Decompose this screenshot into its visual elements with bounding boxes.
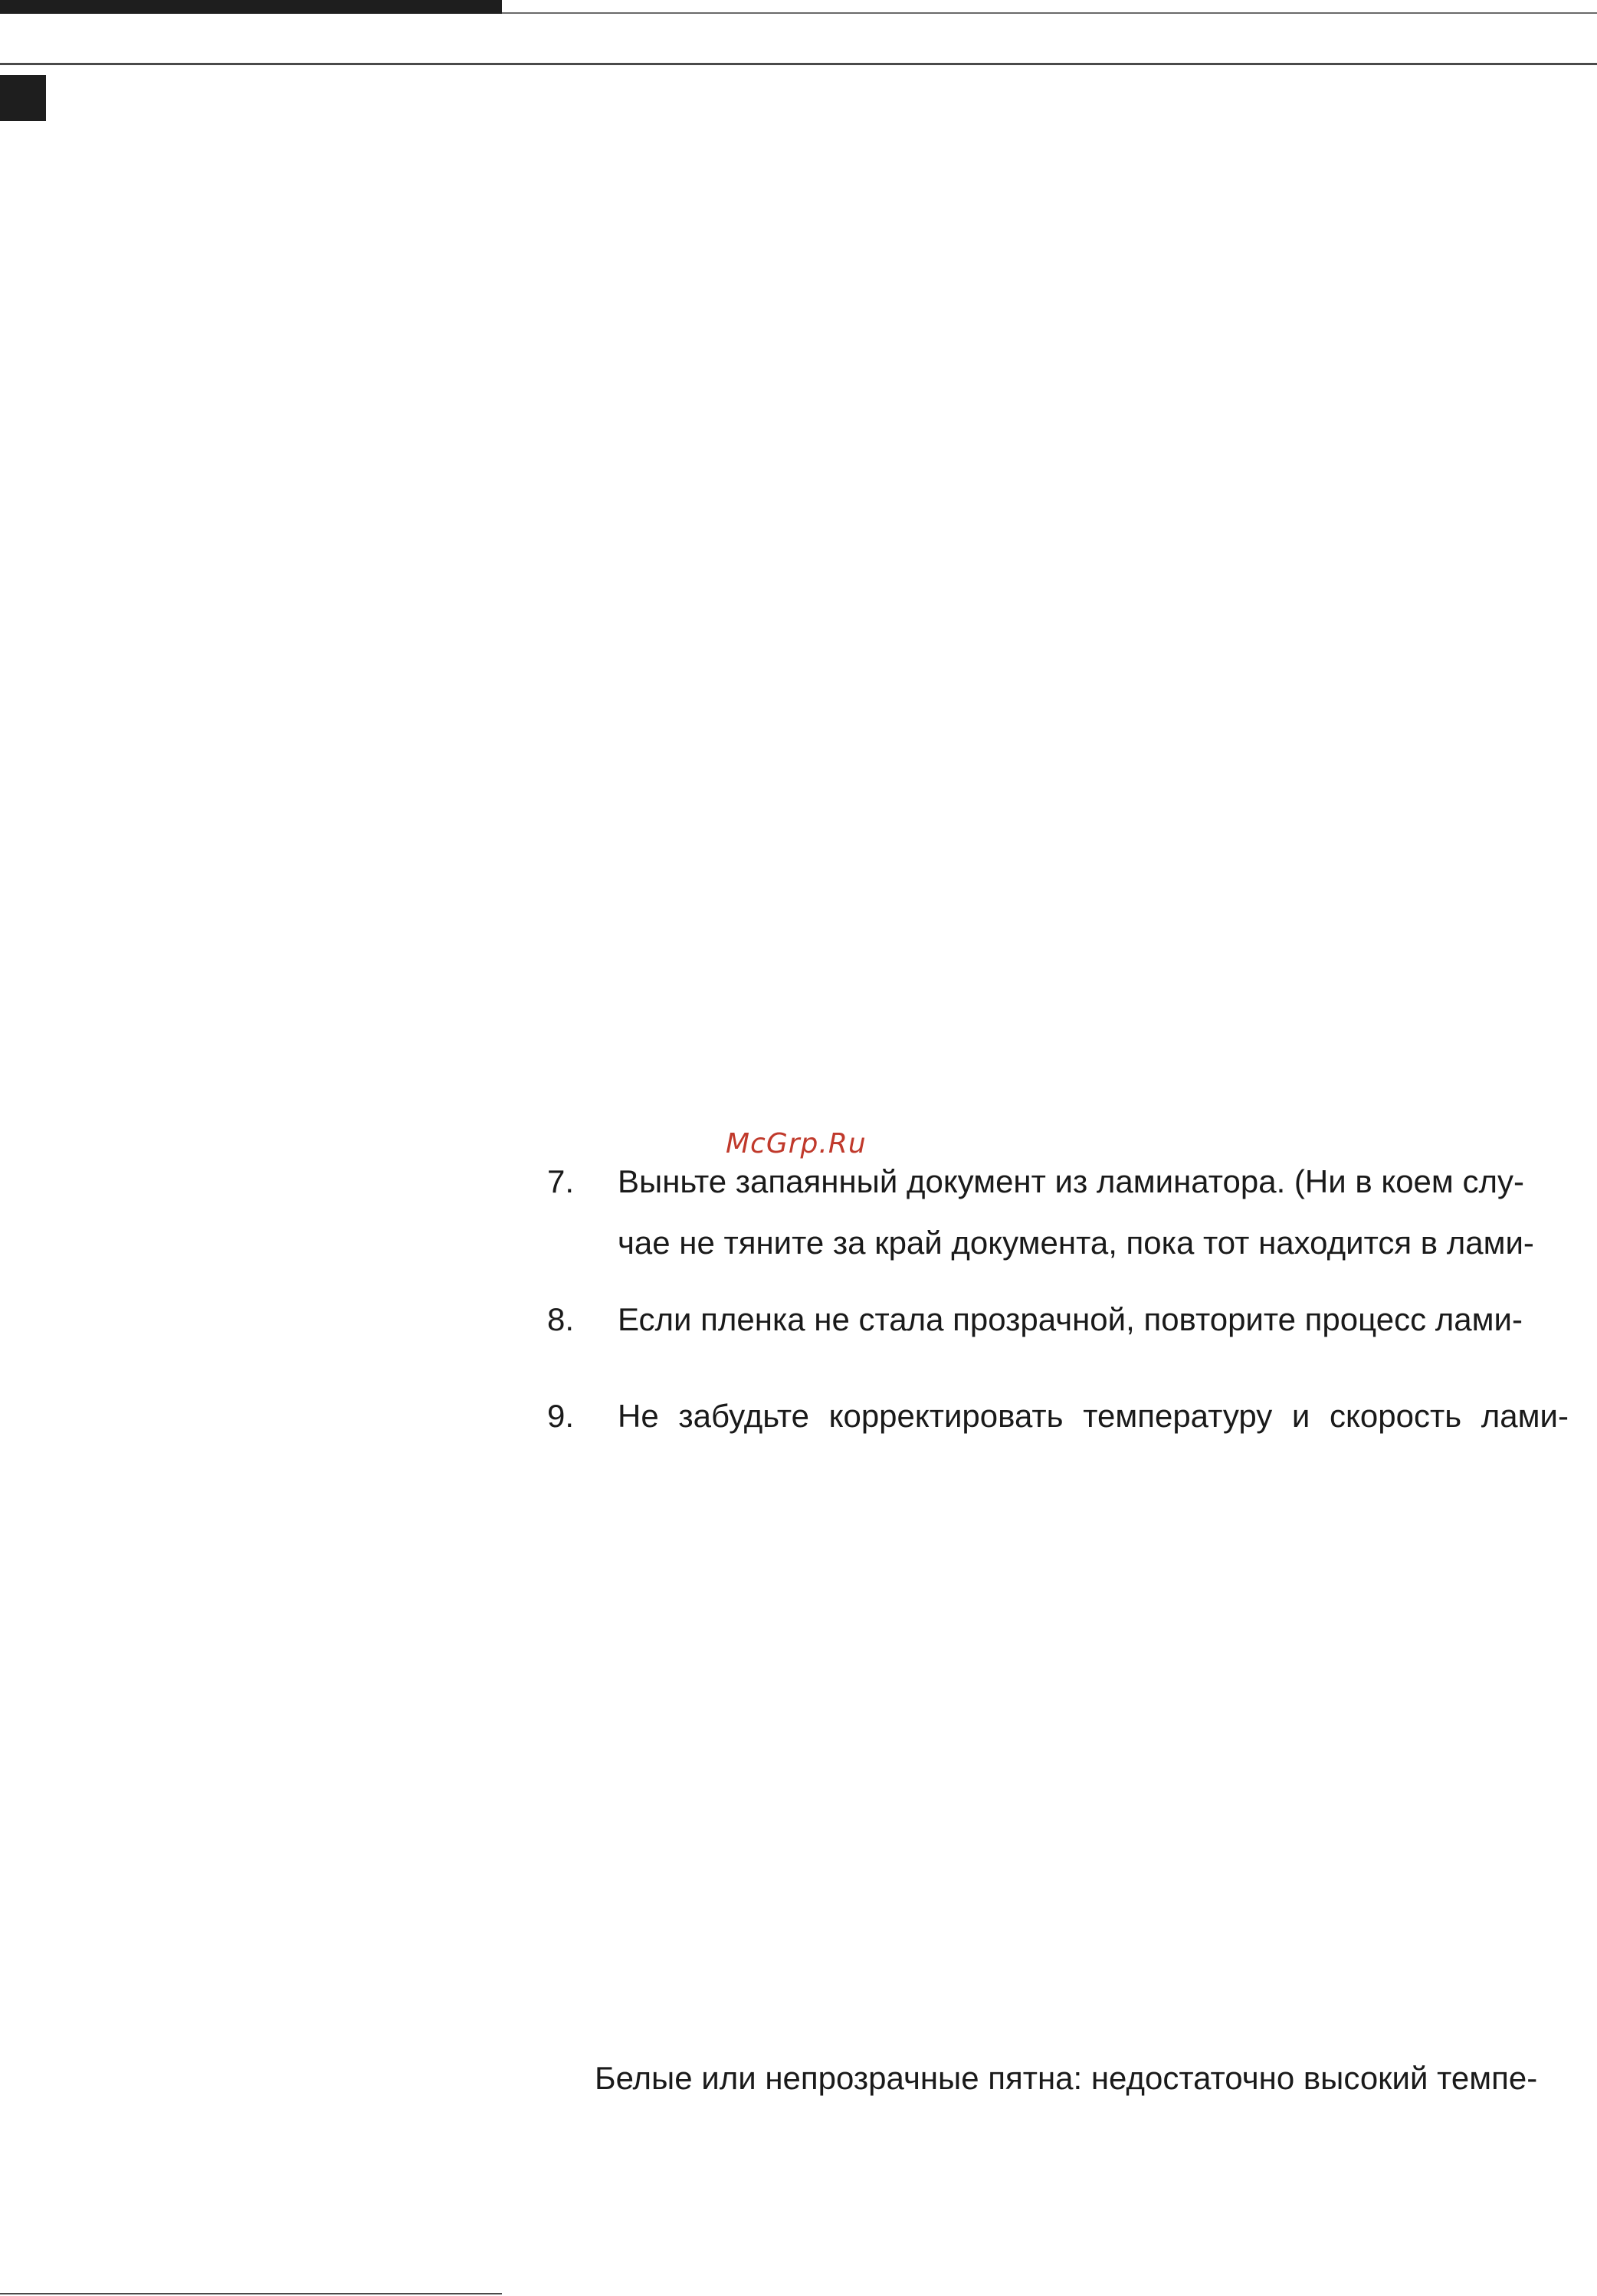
list-item-text-line: Не забудьте корректировать температуру и скорость лами- bbox=[618, 1398, 1569, 1434]
list-item-number: 7. bbox=[547, 1163, 575, 1199]
list-item-number: 9. bbox=[547, 1398, 575, 1434]
list-item-number: 8. bbox=[547, 1301, 575, 1337]
troubleshooting-paragraph: Белые или непрозрачные пятна: недостаточно высокий темпе- bbox=[595, 2060, 1538, 2096]
watermark-text: McGrp.Ru bbox=[726, 1128, 867, 1159]
list-item-8 bbox=[547, 1289, 1597, 1350]
footer-rule bbox=[0, 2293, 502, 2294]
section-marker-square bbox=[0, 75, 46, 121]
list-item-text-line: чае не тяните за край документа, пока тот находится в лами- bbox=[618, 1225, 1534, 1261]
header-thin-line bbox=[502, 12, 1597, 14]
list-item-9 bbox=[547, 1386, 1597, 1447]
list-item-text-line: Выньте запаянный документ из ламинатора. (Ни в коем слу- bbox=[618, 1163, 1524, 1199]
list-item-text-line: Если пленка не стала прозрачной, повторите процесс лами- bbox=[618, 1301, 1523, 1337]
header-thick-bar bbox=[0, 0, 502, 14]
list-item-7 bbox=[547, 1151, 1597, 1274]
header-rule bbox=[0, 63, 1597, 65]
